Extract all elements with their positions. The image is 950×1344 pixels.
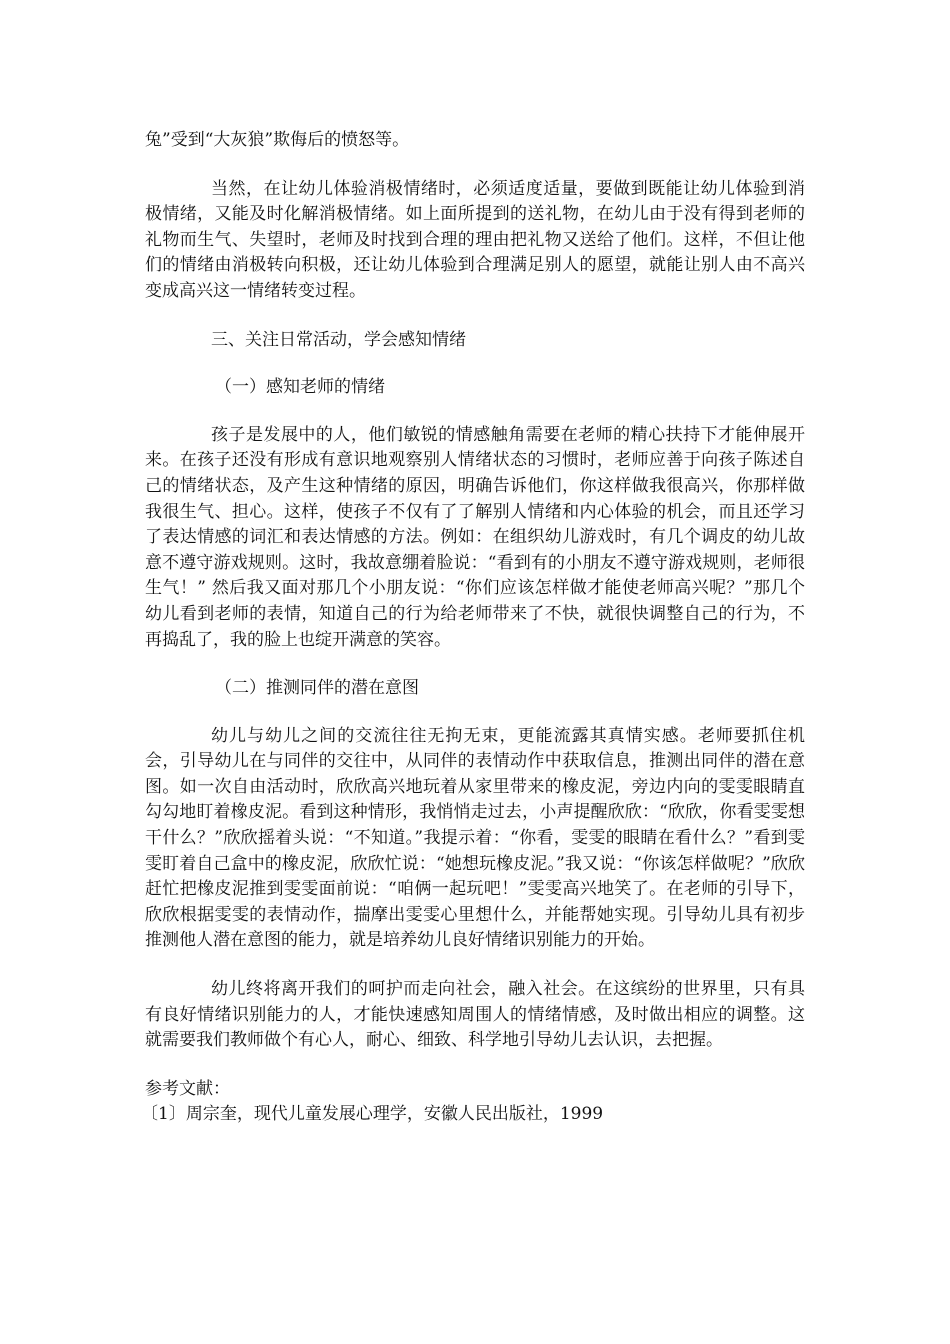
paragraph-continuation: 兔”受到“大灰狼”欺侮后的愤怒等。: [145, 130, 410, 150]
subsection-heading-2: （二）推测同伴的潜在意图: [215, 678, 419, 699]
references-title: 参考文献：: [145, 1078, 230, 1099]
section-heading-3: 三、关注日常活动，学会感知情绪: [211, 329, 466, 350]
document-body: [141, 128, 805, 1128]
reference-item: 〔1〕周宗奎，现代儿童发展心理学，安徽人民出版社，1999: [141, 1104, 604, 1125]
paragraph-conclusion: 幼儿终将离开我们的呵护而走向社会，融入社会。在这缤纷的世界里，只有具有良好情绪识别能力的人，才能快速感知周围人的情绪情感，及时做出相应的调整。这就需要我们教师做个有心人，耐心、细致、科学地引导幼儿去认识，去把握。: [145, 979, 805, 1051]
paragraph-peer-intention: 幼儿与幼儿之间的交流往往无拘无束，更能流露其真情实感。老师要抓住机会，引导幼儿在与同伴的交往中，从同伴的表情动作中获取信息，推测出同伴的潜在意图。如一次自由活动时，欣欣高兴地玩着从家里带来的橡皮泥，旁边内向的雯雯眼睛直勾勾地盯着橡皮泥。看到这种情形，我悄悄走过去，小声提醒欣欣：“欣欣，你看雯雯想干什么？”欣欣摇着头说：“不知道。”我提示着：“你看，雯雯的眼睛在看什么？”看到雯雯盯着自己盒中的橡皮泥，欣欣忙说：“她想玩橡皮泥。”我又说：“你该怎样做呢？”欣欣赶忙把橡皮泥推到雯雯面前说：“咱俩一起玩吧！”雯雯高兴地笑了。在老师的引导下，欣欣根据雯雯的表情动作，揣摩出雯雯心里想什么，并能帮她实现。引导幼儿具有初步推测他人潜在意图的能力，就是培养幼儿良好情绪识别能力的开始。: [145, 725, 805, 951]
paragraph-negative-emotion: 当然，在让幼儿体验消极情绪时，必须适度适量，要做到既能让幼儿体验到消极情绪，又能及时化解消极情绪。如上面所提到的送礼物，在幼儿由于没有得到老师的礼物而生气、失望时，老师及时找到合理的理由把礼物又送给了他们。这样，不但让他们的情绪由消极转向积极，还让幼儿体验到合理满足别人的愿望，就能让别人由不高兴变成高兴这一情绪转变过程。: [145, 178, 805, 301]
subsection-heading-1: （一）感知老师的情绪: [215, 377, 385, 398]
paragraph-teacher-emotion: 孩子是发展中的人，他们敏锐的情感触角需要在老师的精心扶持下才能伸展开来。在孩子还没有形成有意识地观察别人情绪状态的习惯时，老师应善于向孩子陈述自己的情绪状态，及产生这种情绪的原因，明确告诉他们，你这样做我很高兴，你那样做我很生气、担心。这样，使孩子不仅有了了解别人情绪和内心体验的机会，而且还学习了表达情感的词汇和表达情感的方法。例如：在组织幼儿游戏时，有几个调皮的幼儿故意不遵守游戏规则。这时，我故意绷着脸说：“看到有的小朋友不遵守游戏规则，老师很生气！” 然后我又面对那几个小朋友说：“你们应该怎样做才能使老师高兴呢？”那几个幼儿看到老师的表情，知道自己的行为给老师带来了不快，就很快调整自己的行为，不再捣乱了，我的脸上也绽开满意的笑容。: [145, 424, 805, 650]
